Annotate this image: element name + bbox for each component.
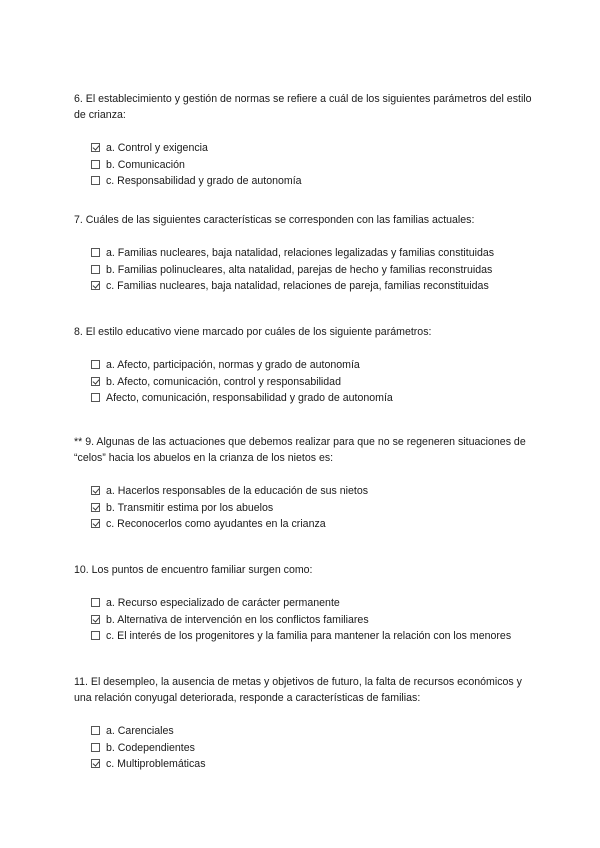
option-label: b. Transmitir estima por los abuelos [106, 501, 274, 514]
option-label: Afecto, comunicación, responsabilidad y grado de autonomía [106, 392, 393, 404]
answer-options [91, 140, 534, 190]
option-b[interactable] [91, 500, 534, 517]
checkbox-icon[interactable] [91, 393, 100, 402]
option-c[interactable] [91, 516, 534, 533]
checkbox-icon[interactable] [91, 160, 100, 169]
option-label: b. Afecto, comunicación, control y responsabilidad [106, 375, 341, 388]
answer-options [91, 595, 534, 645]
option-a[interactable] [91, 595, 534, 612]
checkbox-icon[interactable] [91, 598, 100, 607]
option-label: c. Multiproblemáticas [106, 758, 206, 770]
option-label: b. Comunicación [106, 158, 185, 171]
question-7 [74, 212, 534, 295]
question-text: 8. El estilo educativo viene marcado por cuáles de los siguiente parámetros: [74, 326, 432, 338]
option-a[interactable] [91, 245, 534, 262]
question-text: ** 9. Algunas de las actuaciones que debemos realizar para que no se regeneren situaciones de “celos” hacia los abuelos en la crianza de los nietos es: [74, 436, 526, 464]
option-c[interactable] [91, 756, 534, 773]
option-label: c. Reconocerlos como ayudantes en la crianza [106, 518, 326, 530]
question-text: 6. El establecimiento y gestión de normas se refiere a cuál de los siguientes parámetros del estilo de crianza: [74, 93, 532, 121]
checkbox-icon[interactable] [91, 743, 100, 752]
option-label: a. Recurso especializado de carácter permanente [106, 597, 340, 609]
checkbox-checked-icon[interactable] [91, 615, 100, 624]
question-text: 10. Los puntos de encuentro familiar surgen como: [74, 564, 313, 576]
question-text: 11. El desempleo, la ausencia de metas y objetivos de futuro, la falta de recursos económicos y una relación conyugal deteriorada, responde a características de familias: [74, 676, 522, 704]
option-label: c. Familias nucleares, baja natalidad, relaciones de pareja, familias reconstituidas [106, 280, 489, 292]
option-a[interactable] [91, 723, 534, 740]
checkbox-checked-icon[interactable] [91, 377, 100, 386]
checkbox-icon[interactable] [91, 176, 100, 185]
option-a[interactable] [91, 357, 534, 374]
checkbox-checked-icon[interactable] [91, 143, 100, 152]
answer-options [91, 245, 534, 295]
checkbox-checked-icon[interactable] [91, 503, 100, 512]
option-label: a. Carenciales [106, 725, 174, 737]
answer-options [91, 723, 534, 773]
question-text: 7. Cuáles de las siguientes características se corresponden con las familias actuales: [74, 214, 475, 226]
option-label: b. Codependientes [106, 741, 195, 754]
question-8 [74, 324, 534, 407]
checkbox-checked-icon[interactable] [91, 281, 100, 290]
answer-options [91, 357, 534, 407]
option-label: a. Familias nucleares, baja natalidad, relaciones legalizadas y familias constituidas [106, 247, 495, 259]
checkbox-icon[interactable] [91, 248, 100, 257]
option-label: c. El interés de los progenitores y la familia para mantener la relación con los menores [106, 630, 512, 642]
checkbox-icon[interactable] [91, 265, 100, 274]
option-b[interactable] [91, 612, 534, 629]
option-c[interactable] [91, 278, 534, 295]
checkbox-checked-icon[interactable] [91, 519, 100, 528]
checkbox-icon[interactable] [91, 360, 100, 369]
question-10 [74, 562, 534, 645]
option-c[interactable] [91, 628, 534, 645]
option-b[interactable] [91, 740, 534, 757]
checkbox-icon[interactable] [91, 726, 100, 735]
option-b[interactable] [91, 262, 534, 279]
question-11 [74, 674, 534, 773]
option-b[interactable] [91, 157, 534, 174]
option-b[interactable] [91, 374, 534, 391]
option-label: a. Hacerlos responsables de la educación de sus nietos [106, 485, 369, 497]
option-a[interactable] [91, 140, 534, 157]
checkbox-icon[interactable] [91, 631, 100, 640]
option-label: b. Alternativa de intervención en los conflictos familiares [106, 613, 369, 626]
question-6 [74, 91, 534, 190]
answer-options [91, 483, 534, 533]
option-label: a. Afecto, participación, normas y grado de autonomía [106, 359, 360, 371]
option-label: b. Familias polinucleares, alta natalidad, parejas de hecho y familias reconstruidas [106, 263, 493, 276]
option-label: a. Control y exigencia [106, 142, 208, 154]
option-c[interactable] [91, 173, 534, 190]
option-label: c. Responsabilidad y grado de autonomía [106, 175, 302, 187]
checkbox-checked-icon[interactable] [91, 759, 100, 768]
option-c[interactable] [91, 390, 534, 407]
checkbox-checked-icon[interactable] [91, 486, 100, 495]
option-a[interactable] [91, 483, 534, 500]
question-9 [74, 434, 534, 533]
